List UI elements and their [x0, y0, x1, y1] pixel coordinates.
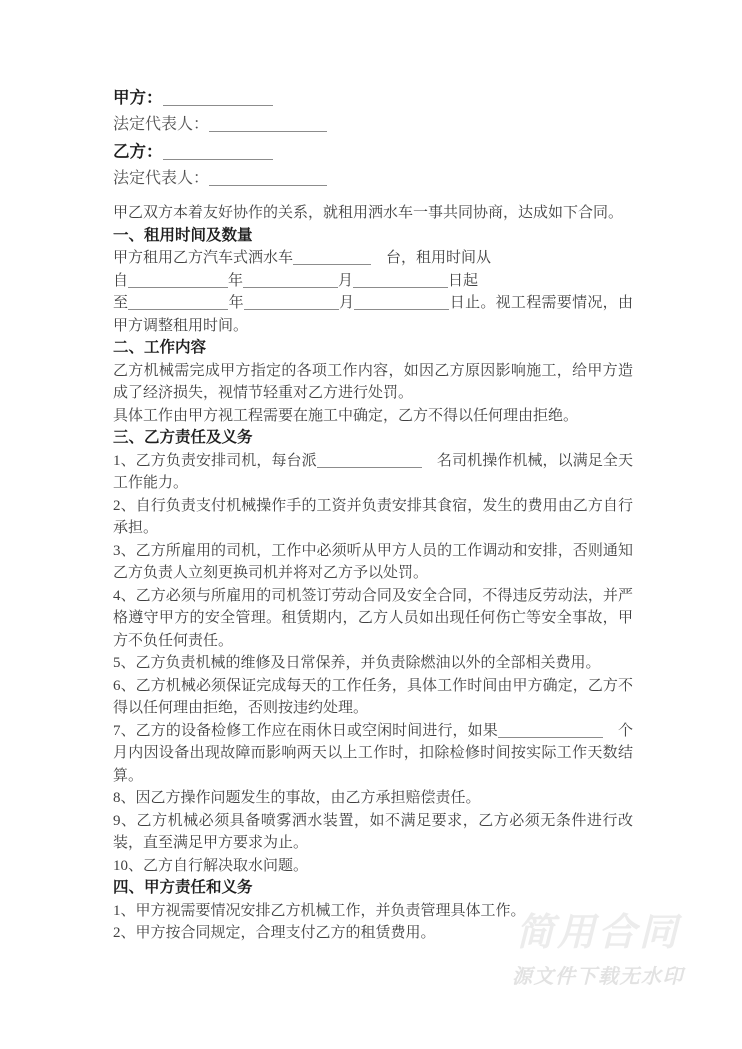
party-label: 乙方：: [113, 142, 163, 161]
fill-in-blank: [163, 146, 273, 160]
fill-in-blank: [128, 296, 228, 310]
paragraph-text: 月: [338, 272, 354, 289]
contract-paragraph: [113, 540, 633, 585]
party-line: [113, 138, 633, 165]
contract-paragraph: [113, 585, 633, 653]
contract-paragraph: [113, 247, 633, 270]
fill-in-blank: [244, 296, 339, 310]
contract-paragraph: [113, 360, 633, 405]
fill-in-blank: [209, 118, 327, 132]
party-label: 法定代表人：: [113, 116, 210, 133]
section-heading: 一、租用时间及数量: [113, 226, 253, 244]
paragraph-text: 乙方机械需完成甲方指定的各项工作内容，如因乙方原因影响施工，给甲方造成了经济损失，视情节轻重对乙方进行处罚。: [113, 362, 633, 401]
contract-paragraph: [113, 810, 633, 855]
paragraph-text: 自: [113, 272, 129, 289]
paragraph-text: 3、乙方所雇用的司机，工作中必须听从甲方人员的工作调动和安排，否则通知乙方负责人立刻更换司机并将对乙方予以处罚。: [113, 542, 633, 581]
paragraph-text: 1、乙方负责安排司机，每台派: [113, 452, 317, 469]
paragraph-text: 6、乙方机械必须保证完成每天的工作任务，具体工作时间由甲方确定，乙方不得以任何理由拒绝，否则按违约处理。: [113, 677, 633, 716]
fill-in-blank: [317, 454, 422, 468]
contract-document: [113, 84, 633, 945]
contract-paragraph: [113, 450, 633, 495]
paragraph-text: 日起: [448, 272, 479, 289]
contract-paragraph: [113, 405, 633, 428]
contract-paragraph: [113, 652, 633, 675]
paragraph-text: 1、甲方视需要情况安排乙方机械工作，并负责管理具体工作。: [113, 902, 526, 919]
section-heading: 三、乙方责任及义务: [113, 429, 253, 446]
contract-paragraph: [113, 292, 633, 337]
paragraph-text: 5、乙方负责机械的维修及日常保养，并负责除燃油以外的全部相关费用。: [113, 655, 601, 671]
watermark-subtitle: 源文件下载无水印: [512, 966, 684, 988]
paragraph-text: 具体工作由甲方视工程需要在施工中确定，乙方不得以任何理由拒绝。: [113, 407, 579, 424]
paragraph-text: 名司机操作机械，以满足全天工作能力。: [113, 452, 633, 491]
fill-in-blank: [354, 296, 449, 310]
paragraph-text: 日止。视工程需要情况，由甲方调整租用时间。: [113, 295, 633, 334]
contract-paragraph: [113, 270, 633, 293]
fill-in-blank: [498, 724, 603, 738]
contract-intro: 甲乙双方本着友好协作的关系，就租用洒水车一事共同协商，达成如下合同。: [113, 205, 624, 221]
paragraph-text: 年: [228, 272, 244, 289]
fill-in-blank: [353, 274, 448, 288]
party-line: [113, 111, 633, 138]
paragraph-text: 7、乙方的设备检修工作应在雨休日或空闲时间进行，如果: [113, 722, 498, 739]
party-label: 甲方：: [113, 88, 163, 107]
paragraph-text: 9、乙方机械必须具备喷雾洒水装置，如不满足要求，乙方必须无条件进行改装，直至满足甲方要求为止。: [113, 812, 633, 851]
contract-paragraph: [113, 922, 633, 945]
paragraph-text: 个月内因设备出现故障而影响两天以上工作时，扣除检修时间按实际工作天数结算。: [113, 722, 633, 784]
paragraph-text: 年: [228, 295, 244, 311]
contract-paragraph: [113, 900, 633, 923]
paragraph-text: 10、乙方自行解决取水问题。: [113, 857, 309, 874]
party-label: 法定代表人：: [113, 170, 210, 187]
paragraph-text: 2、甲方按合同规定，合理支付乙方的租赁费用。: [113, 925, 436, 941]
fill-in-blank: [128, 274, 228, 288]
contract-paragraph: [113, 675, 633, 720]
paragraph-text: 2、自行负责支付机械操作手的工资并负责安排其食宿，发生的费用由乙方自行承担。: [113, 497, 633, 536]
parties-block: [113, 84, 633, 192]
contract-paragraph: [113, 787, 633, 810]
section-heading: 二、工作内容: [113, 339, 207, 356]
contract-paragraph: [113, 720, 633, 788]
section-heading: 四、甲方责任和义务: [113, 879, 253, 896]
fill-in-blank: [293, 251, 371, 265]
paragraph-text: 4、乙方必须与所雇用的司机签订劳动合同及安全合同，不得违反劳动法，并严格遵守甲方的安全管理。租赁期内，乙方人员如出现任何伤亡等安全事故，甲方不负任何责任。: [113, 587, 633, 649]
contract-sections: [113, 225, 633, 945]
contract-paragraph: [113, 855, 633, 878]
paragraph-text: 甲方租用乙方汽车式洒水车: [113, 250, 294, 266]
paragraph-text: 8、因乙方操作问题发生的事故，由乙方承担赔偿责任。: [113, 790, 481, 806]
fill-in-blank: [243, 274, 338, 288]
watermark-title: 简用合同: [515, 912, 680, 954]
contract-paragraph: [113, 495, 633, 540]
paragraph-text: 月: [338, 295, 355, 311]
paragraph-text: 至: [113, 295, 129, 311]
party-line: [113, 165, 633, 192]
fill-in-blank: [209, 172, 327, 186]
fill-in-blank: [163, 92, 273, 106]
party-line: [113, 84, 633, 111]
paragraph-text: 台，租用时间从: [371, 250, 492, 266]
